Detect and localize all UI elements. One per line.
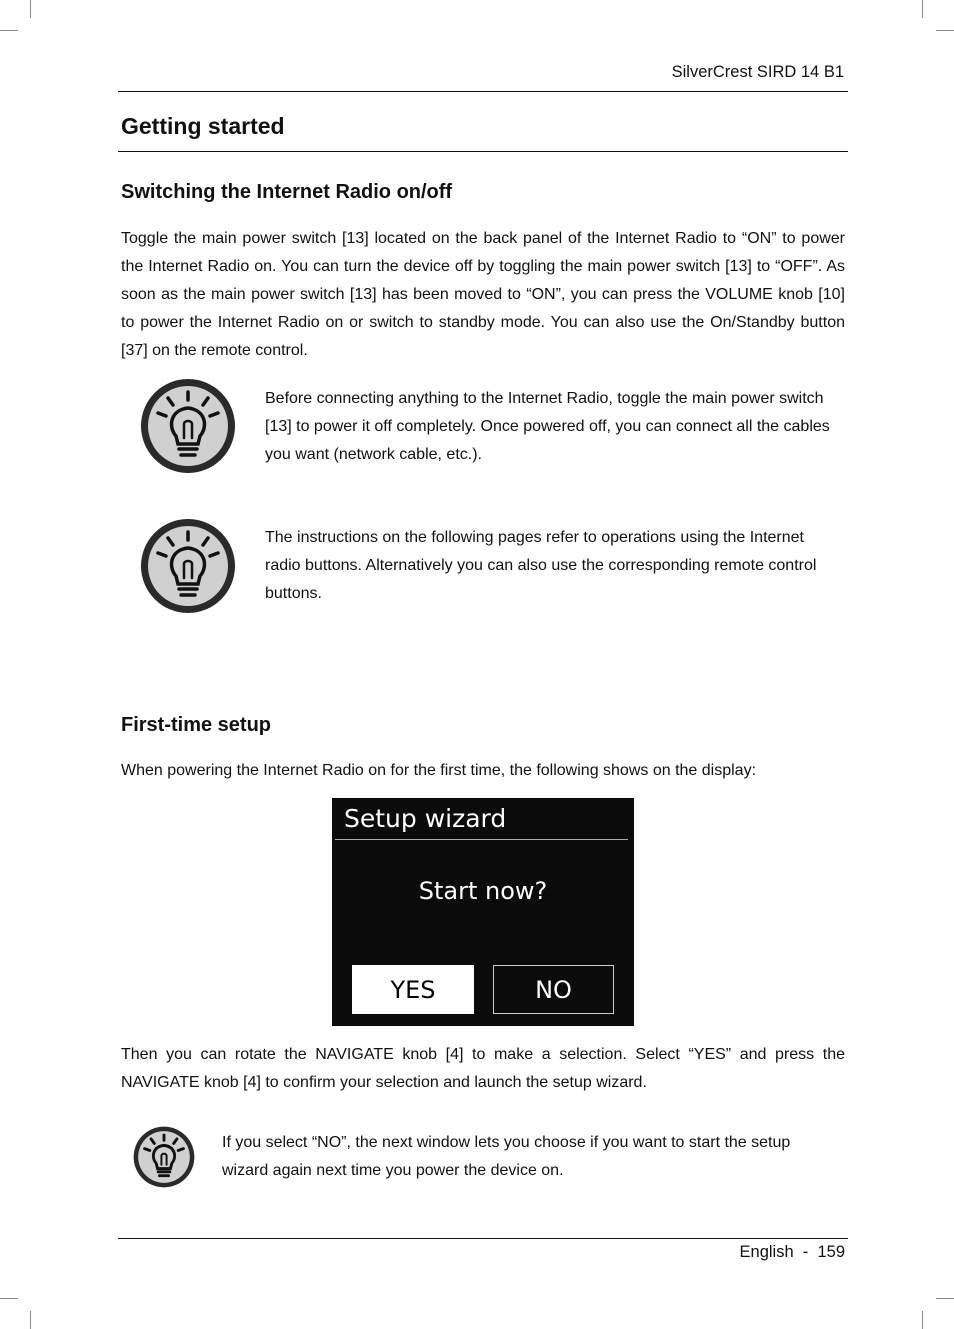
lightbulb-icon xyxy=(133,1126,195,1188)
section-title: Getting started xyxy=(121,113,285,139)
running-header: SilverCrest SIRD 14 B1 xyxy=(671,63,844,81)
display-title: Setup wizard xyxy=(344,804,507,833)
setup-heading: First-time setup xyxy=(121,714,272,736)
footer-rule xyxy=(118,1238,848,1239)
crop-mark xyxy=(922,0,923,18)
crop-mark xyxy=(922,1311,923,1329)
setup-intro: When powering the Internet Radio on for the first time, the following shows on the display: xyxy=(121,762,757,779)
crop-mark xyxy=(936,30,954,31)
crop-mark xyxy=(936,1298,954,1299)
crop-mark xyxy=(0,30,18,31)
power-heading: Switching the Internet Radio on/off xyxy=(121,181,453,203)
radio-display-screenshot xyxy=(332,798,634,1026)
tip-text: If you select “NO”, the next window lets you choose if you want to start the setup wizard again next time you power the device on. xyxy=(222,1134,791,1179)
display-question: Start now? xyxy=(418,877,548,905)
display-yes-option: YES xyxy=(352,965,474,1014)
tip-text: Before connecting anything to the Internet Radio, toggle the main power switch [13] to power it off completely. Once powered off, you can connect all the cables you want (network cable, etc.). xyxy=(265,390,830,463)
lightbulb-icon xyxy=(140,378,236,474)
crop-mark xyxy=(30,0,31,18)
display-no-option: NO xyxy=(493,965,614,1014)
header-rule xyxy=(118,91,848,92)
crop-mark xyxy=(0,1298,18,1299)
setup-paragraph: Then you can rotate the NAVIGATE knob [4] to make a selection. Select “YES” and press the NAVIGATE knob [4] to confirm your selection and launch the setup wizard. xyxy=(121,1046,845,1091)
lightbulb-icon xyxy=(140,518,236,614)
power-paragraph: Toggle the main power switch [13] located on the back panel of the Internet Radio to “ON” to power the Internet Radio on. You can turn the device off by toggling the main power switch [13] to “OFF”. As soon as the main power switch [13] has been moved to “ON”, you can press the VOLUME knob [10] to power the Internet Radio on or switch to standby mode. You can also use the On/Standby button [37] on the remote control. xyxy=(121,230,845,359)
display-divider xyxy=(335,839,628,840)
page-number: English - 159 xyxy=(739,1243,845,1261)
title-rule xyxy=(118,151,848,152)
tip-text: The instructions on the following pages refer to operations using the Internet radio buttons. Alternatively you can also use the corresponding remote control buttons. xyxy=(265,529,817,602)
crop-mark xyxy=(30,1311,31,1329)
